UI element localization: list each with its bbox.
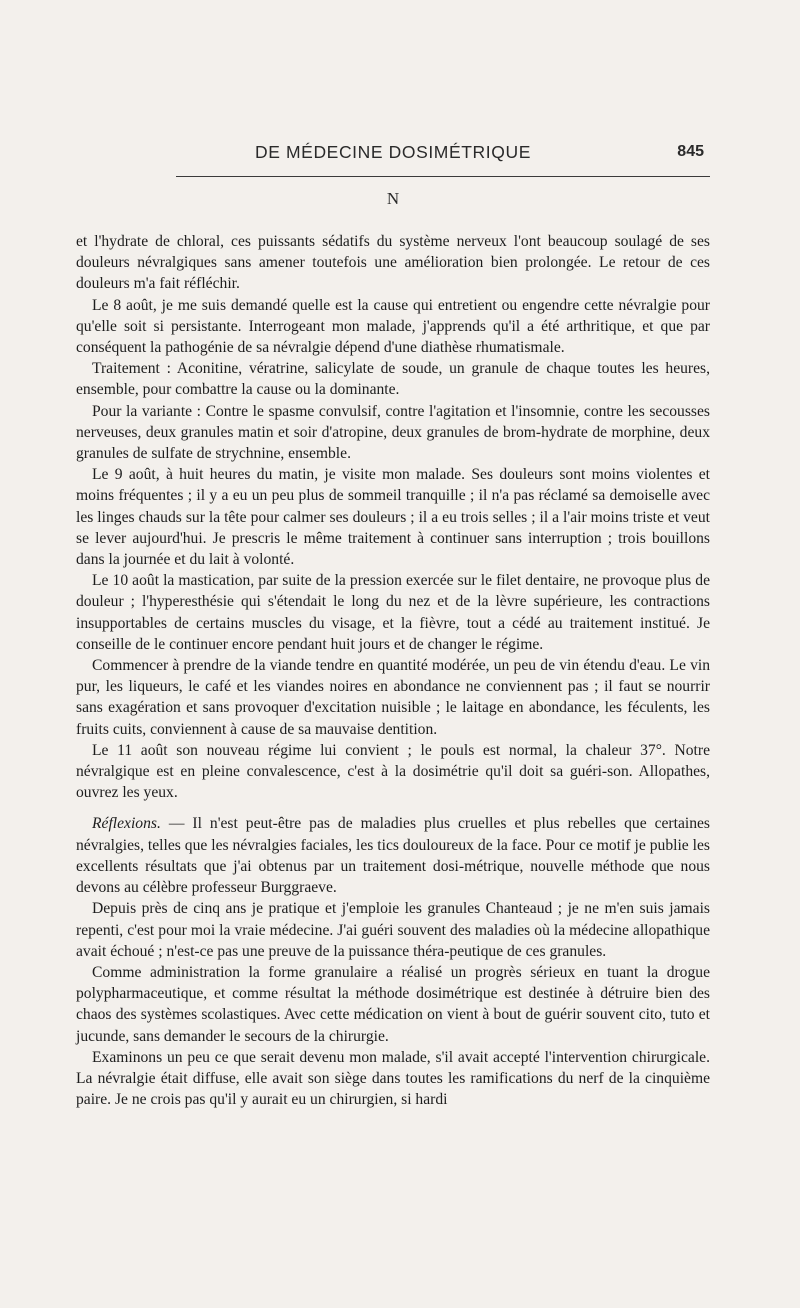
book-page bbox=[76, 0, 710, 1308]
reflexions-lead: Réflexions. bbox=[92, 815, 161, 833]
page-number: 845 bbox=[677, 143, 704, 160]
signature-mark: N bbox=[386, 189, 400, 208]
paragraph: Le 10 août la mastication, par suite de la pression exercée sur le filet dentaire, ne provoque plus de douleur ; l'hyperesthésie qui s'étendait le long du nez et de la lèvre supérieure, les contractions insupportables de certains muscles du visage, et la fièvre, tout a cédé au traitement institué. Je conseille de le continuer encore pendant huit jours et de changer le régime. bbox=[76, 572, 710, 653]
paragraph: et l'hydrate de chloral, ces puissants sédatifs du système nerveux l'ont beaucoup soulagé de ses douleurs névralgiques sans amener toutefois une amélioration bien prolongée. Le retour de ces douleurs m'a fait réfléchir. bbox=[76, 233, 710, 293]
paragraph: Examinons un peu ce que serait devenu mon malade, s'il avait accepté l'intervention chirurgicale. La névralgie était diffuse, elle avait son siège dans toutes les ramifications du nerf de la cinquième paire. Je ne crois pas qu'il y aurait eu un chirurgien, si hardi bbox=[76, 1048, 710, 1109]
paragraph: Pour la variante : Contre le spasme convulsif, contre l'agitation et l'insomnie, contre les secousses nerveuses, deux granules matin et soir d'atropine, deux granules de brom-hydrate de morphine, deux granules de sulfate de strychnine, ensemble. bbox=[76, 402, 710, 463]
running-head bbox=[76, 142, 710, 166]
running-title: DE MÉDECINE DOSIMÉTRIQUE bbox=[255, 142, 531, 162]
header-rule bbox=[176, 176, 710, 177]
paragraph: Depuis près de cinq ans je pratique et j'emploie les granules Chanteaud ; je ne m'en suis jamais repenti, c'est pour moi la vraie médecine. J'ai guéri souvent des maladies où la médecine allopathique avait échoué ; n'est-ce pas une preuve de la puissance théra-peutique de ces granules. bbox=[76, 900, 710, 960]
paragraph: Commencer à prendre de la viande tendre en quantité modérée, un peu de vin étendu d'eau. Le vin pur, les liqueurs, le café et les viandes noires en abondance ne conviennent pas ; il faut se nourrir sans exagération et sans provoquer d'excitation nuisible ; le laitage en abondance, les féculents, les fruits cuits, conviennent à cause de sa mauvaise dentition. bbox=[76, 657, 710, 738]
body-text bbox=[76, 231, 710, 1110]
paragraph: Le 8 août, je me suis demandé quelle est la cause qui entretient ou engendre cette névralgie pour qu'elle soit si persistante. Interrogeant mon malade, j'apprends qu'il a été arthritique, et que par conséquent la pathogénie de sa névralgie dépend d'une diathèse rhumatismale. bbox=[76, 296, 710, 357]
paragraph: Le 11 août son nouveau régime lui convient ; le pouls est normal, la chaleur 37°. Notre névralgique est en pleine convalescence, c'est à la dosimétrie qu'il doit sa guéri-son. Allopathes, ouvrez les yeux. bbox=[76, 741, 710, 802]
paragraph: Traitement : Aconitine, vératrine, salicylate de soude, un granule de chaque toutes les heures, ensemble, pour combattre la cause ou la dominante. bbox=[76, 360, 710, 399]
reflexions-text: — Il n'est peut-être pas de maladies plus cruelles et plus rebelles que certaines névralgies, telles que les névralgies faciales, les tics douloureux de la face. Pour ce motif je publie les excellents résultats que j'ai obtenus par un traitement dosi-métrique, nouvelle méthode que nous devons au célèbre professeur Burggraeve. bbox=[76, 815, 710, 897]
reflexions-paragraph bbox=[76, 813, 710, 898]
paragraph: Le 9 août, à huit heures du matin, je visite mon malade. Ses douleurs sont moins violentes et moins fréquentes ; il y a eu un peu plus de sommeil tranquille ; il n'a pas réclamé sa demoiselle avec les linges chauds sur la tête pour calmer ses douleurs ; il a eu trois selles ; il a l'air moins triste et veut se lever aujourd'hui. Je prescris le même traitement à continuer sans interruption ; trois bouillons dans la journée et du lait à volonté. bbox=[76, 466, 710, 569]
paragraph: Comme administration la forme granulaire a réalisé un progrès sérieux en tuant la drogue polypharmaceutique, et comme résultat la méthode dosimétrique est destinée à détruire bien des chaos des systèmes scolastiques. Avec cette médication on vient à bout de guérir souvent cito, tuto et jucunde, sans demander le secours de la chirurgie. bbox=[76, 963, 710, 1045]
